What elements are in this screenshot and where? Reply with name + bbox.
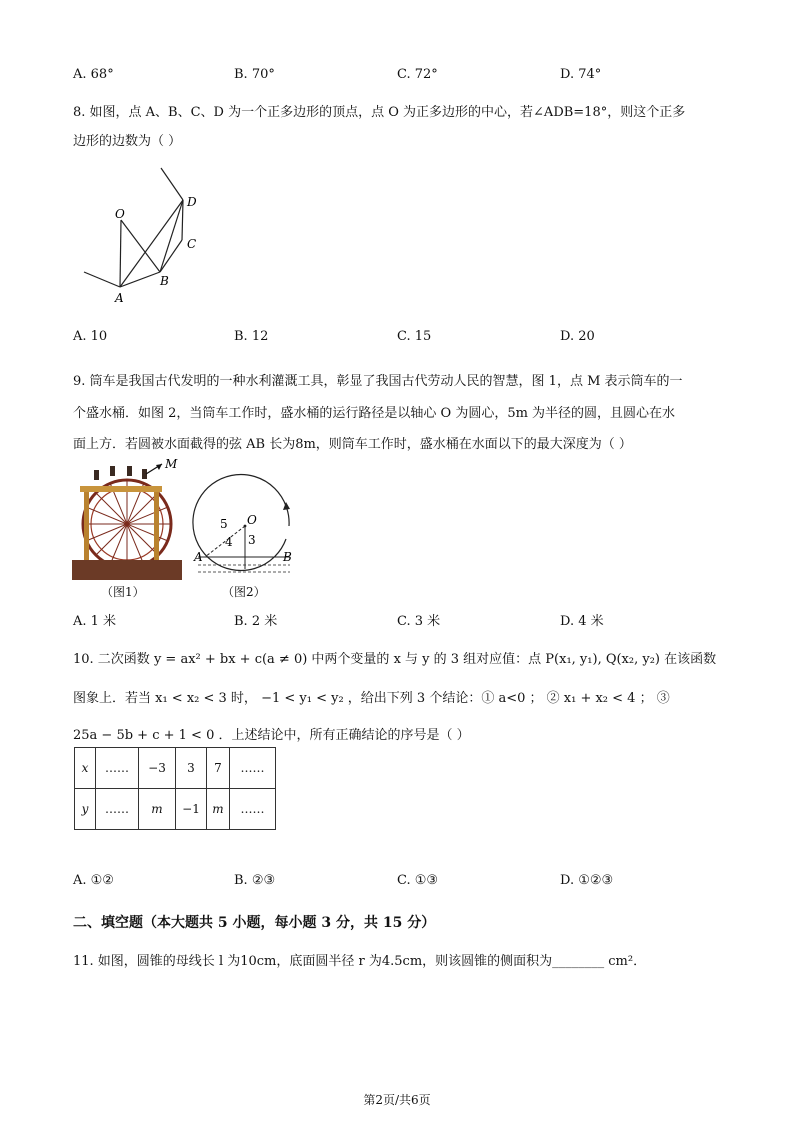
table-cell: m [207, 789, 230, 830]
q8-label-c: C [187, 237, 197, 251]
q9-fig1-label-m: M [165, 457, 178, 471]
q10-option-d: D. ①②③ [560, 873, 614, 888]
q9-fig2-label-b: B [283, 550, 292, 564]
q9-fig1-caption: （图1） [101, 585, 145, 599]
table-cell: …… [230, 789, 276, 830]
q9-stem-line3: 面上方．若圆被水面截得的弦 AB 长为8m，则筒车工作时，盛水桶在水面以下的最大深度为（ ） [73, 437, 632, 452]
q8-label-b: B [160, 274, 169, 288]
q9-fig2-label-3: 3 [248, 533, 256, 547]
q11-stem: 11. 如图，圆锥的母线长 l 为10cm，底面圆半径 r 为4.5cm，则该圆锥的侧面积为________ cm²． [73, 954, 647, 969]
q10-value-table [74, 747, 276, 830]
q9-fig2-label-a: A [194, 550, 203, 564]
q8-option-c: C. 15 [397, 329, 432, 344]
q9-stem-line2: 个盛水桶．如图 2，当筒车工作时，盛水桶的运行路径是以轴心 O 为圆心，5m 为半径的圆，且圆心在水 [73, 406, 676, 421]
table-row [75, 748, 276, 789]
q8-option-b: B. 12 [234, 329, 269, 344]
q7-option-c: C. 72° [397, 67, 438, 82]
q8-label-d: D [187, 195, 197, 209]
q8-polygon-figure [78, 160, 208, 310]
q8-options [73, 329, 733, 347]
q9-options [73, 610, 733, 628]
q10-stem-line2: 图象上．若当 x₁ < x₂ < 3 时， −1 < y₁ < y₂ ，给出下列 3 个结论：① a<0 ； ② x₁ + x₂ < 4 ； ③ [73, 691, 670, 706]
q8-stem-line1: 8. 如图，点 A、B、C、D 为一个正多边形的顶点，点 O 为正多边形的中心，若∠ADB=18°，则这个正多 [73, 105, 686, 120]
table-cell: …… [96, 748, 139, 789]
q9-fig2-caption: （图2） [222, 585, 266, 599]
table-cell: …… [96, 789, 139, 830]
q9-fig2-label-4: 4 [225, 535, 233, 549]
q9-option-a: A. 1 米 [73, 614, 117, 629]
q9-option-d: D. 4 米 [560, 614, 604, 629]
q9-stem-line1: 9. 筒车是我国古代发明的一种水利灌溉工具，彰显了我国古代劳动人民的智慧，图 1，点 M 表示筒车的一 [73, 374, 683, 389]
section-title: 二、填空题（本大题共 5 小题，每小题 3 分，共 15 分） [73, 915, 436, 931]
table-cell: −1 [176, 789, 207, 830]
q10-options [73, 873, 733, 891]
table-cell: y [75, 789, 96, 830]
table-cell: −3 [139, 748, 176, 789]
q9-option-b: B. 2 米 [234, 614, 278, 629]
q7-option-b: B. 70° [234, 67, 275, 82]
page-footer: 第2页/共6页 [363, 1093, 431, 1107]
q10-option-b: B. ②③ [234, 873, 276, 888]
q9-fig2-label-o: O [247, 513, 257, 527]
q8-stem-line2: 边形的边数为（ ） [73, 134, 182, 149]
q7-option-a: A. 68° [73, 67, 114, 82]
table-cell: m [139, 789, 176, 830]
q9-option-c: C. 3 米 [397, 614, 441, 629]
q8-label-a: A [115, 291, 124, 305]
q8-option-a: A. 10 [73, 329, 108, 344]
q10-stem-line3: 25a − 5b + c + 1 < 0 ．上述结论中，所有正确结论的序号是（ ） [73, 728, 470, 743]
table-cell: 3 [176, 748, 207, 789]
q10-option-a: A. ①② [73, 873, 114, 888]
q7-option-d: D. 74° [560, 67, 602, 82]
q9-circle-figure [190, 468, 300, 580]
q8-option-d: D. 20 [560, 329, 595, 344]
q10-stem-line1: 10. 二次函数 y = ax² + bx + c(a ≠ 0) 中两个变量的 x 与 y 的 3 组对应值：点 P(x₁, y₁), Q(x₂, y₂) 在该函数 [73, 652, 717, 667]
table-cell: x [75, 748, 96, 789]
q9-fig2-label-5: 5 [220, 517, 228, 531]
q7-options [73, 67, 733, 85]
q9-waterwheel-photo [72, 456, 182, 580]
q10-option-c: C. ①③ [397, 873, 439, 888]
table-cell: 7 [207, 748, 230, 789]
q8-label-o: O [115, 207, 125, 221]
table-row [75, 789, 276, 830]
table-cell: …… [230, 748, 276, 789]
